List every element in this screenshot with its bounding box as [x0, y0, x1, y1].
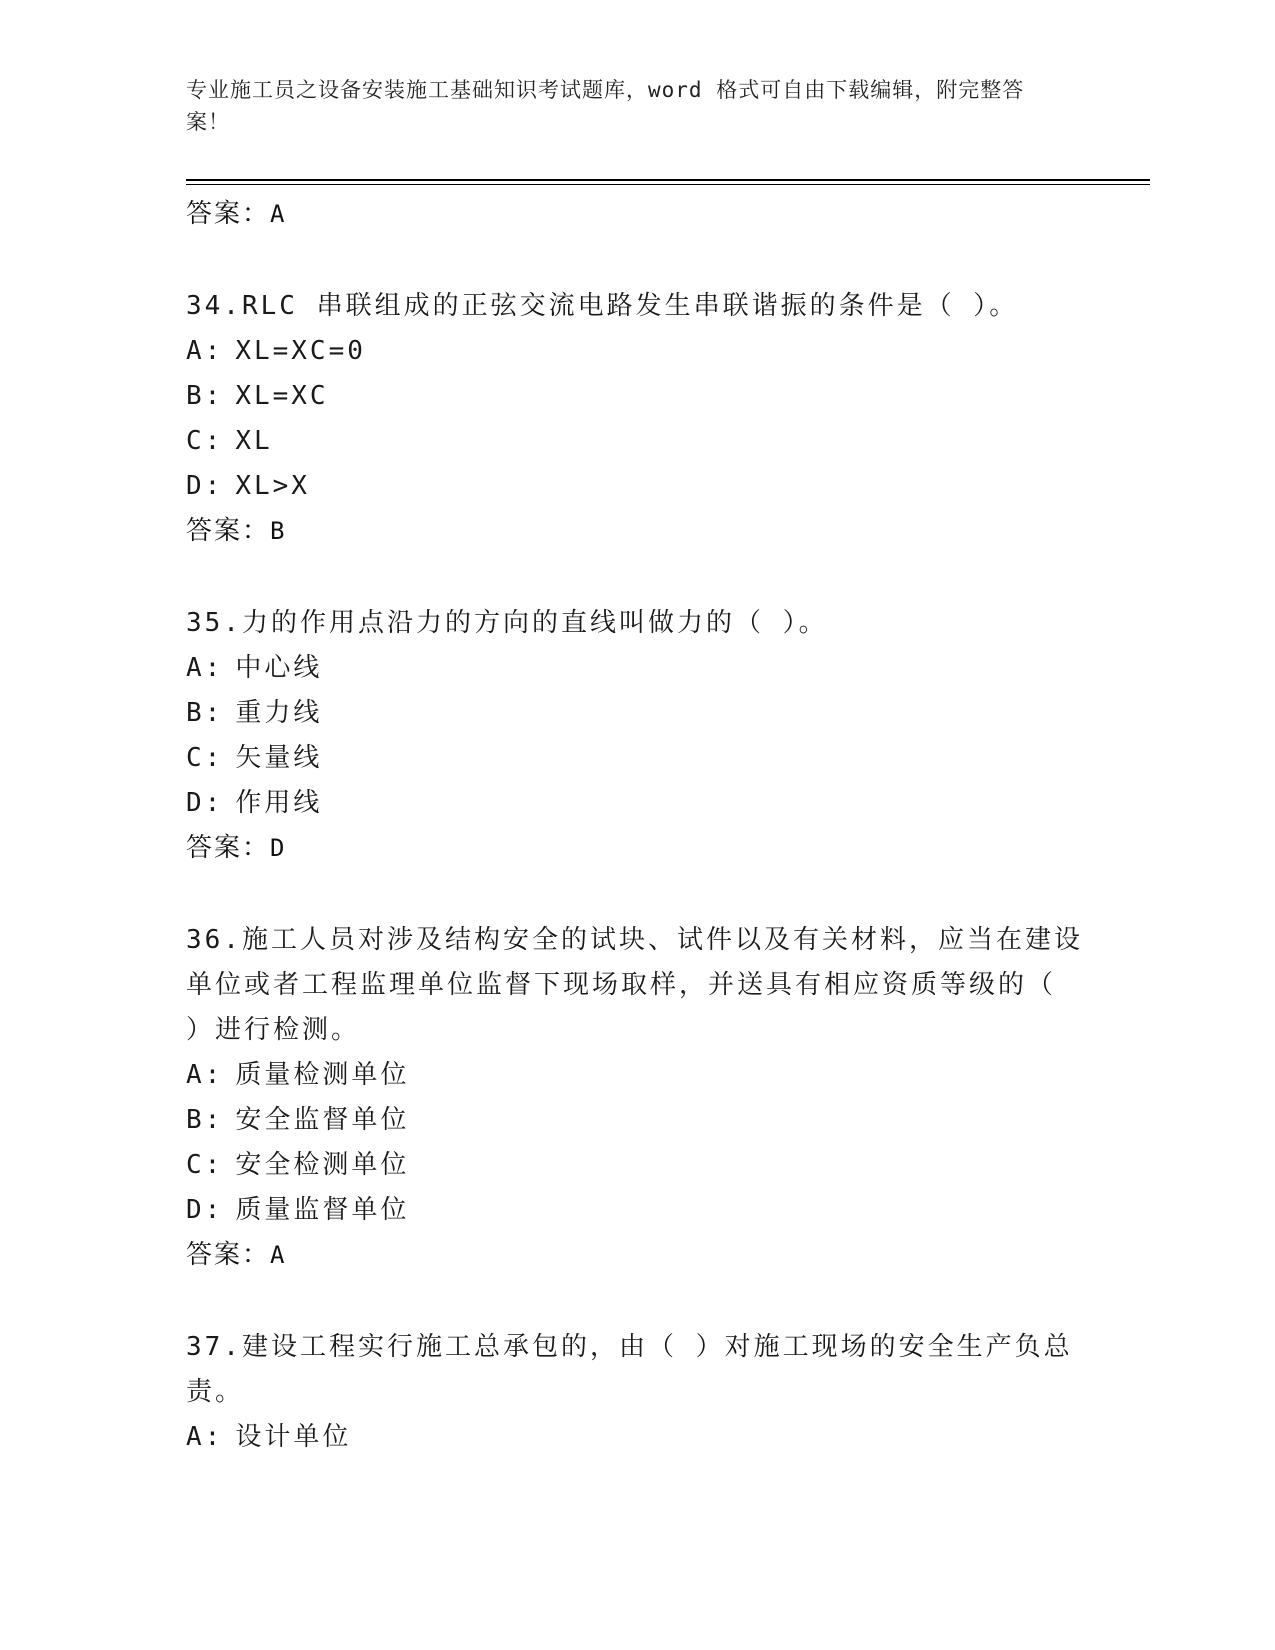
option-separator: :	[204, 1150, 224, 1180]
option-text: 设计单位	[235, 1422, 352, 1452]
option-key: B	[186, 698, 205, 728]
option-separator: :	[204, 698, 224, 728]
option-text: 中心线	[235, 653, 323, 683]
question-stem: 34.RLC 串联组成的正弦交流电路发生串联谐振的条件是（ ）。	[186, 291, 1019, 321]
option-d	[186, 464, 1086, 509]
option-separator: :	[204, 1195, 224, 1225]
option-separator: :	[204, 1105, 224, 1135]
option-text: 质量检测单位	[235, 1060, 410, 1090]
header-rule-thick	[186, 179, 1150, 181]
option-key: A	[186, 1060, 205, 1090]
option-separator: :	[204, 381, 224, 411]
option-key: C	[186, 1150, 205, 1180]
option-key: A	[186, 1422, 205, 1452]
answer-label: 答案：	[186, 516, 271, 546]
option-a	[186, 646, 1086, 691]
option-text: 安全检测单位	[235, 1150, 410, 1180]
option-c	[186, 736, 1086, 781]
answer-line	[186, 1233, 1086, 1277]
question-stem: 36.施工人员对涉及结构安全的试块、试件以及有关材料，应当在建设单位或者工程监理单位监督下现场取样，并送具有相应资质等级的（ ）进行检测。	[186, 925, 1083, 1045]
document-content	[186, 192, 1086, 1460]
option-a	[186, 329, 1086, 374]
option-key: B	[186, 381, 205, 411]
option-text: 作用线	[235, 788, 323, 818]
page-header-text: 专业施工员之设备安装施工基础知识考试题库，word 格式可自由下载编辑，附完整答案！	[186, 78, 1025, 134]
option-c	[186, 1143, 1086, 1188]
option-separator: :	[204, 1060, 224, 1090]
answer-value: B	[270, 517, 287, 545]
question-35	[186, 601, 1086, 870]
option-d	[186, 781, 1086, 826]
option-text: XL	[235, 426, 273, 456]
question-34	[186, 284, 1086, 553]
answer-value: D	[270, 834, 287, 862]
option-key: C	[186, 426, 205, 456]
option-text: XL=XC=0	[235, 336, 366, 366]
option-separator: :	[204, 336, 224, 366]
option-d	[186, 1188, 1086, 1233]
option-separator: :	[204, 653, 224, 683]
option-b	[186, 691, 1086, 736]
option-c	[186, 419, 1086, 464]
answer-label: 答案：	[186, 199, 271, 229]
option-key: A	[186, 336, 205, 366]
option-a	[186, 1053, 1086, 1098]
option-text: 重力线	[235, 698, 323, 728]
question-stem: 35.力的作用点沿力的方向的直线叫做力的（ ）。	[186, 608, 828, 638]
option-b	[186, 374, 1086, 419]
option-separator: :	[204, 426, 224, 456]
option-text: 质量监督单位	[235, 1195, 410, 1225]
option-text: XL=XC	[235, 381, 329, 411]
option-separator: :	[204, 743, 224, 773]
option-b	[186, 1098, 1086, 1143]
answer-label: 答案：	[186, 833, 271, 863]
question-36	[186, 918, 1086, 1277]
option-key: B	[186, 1105, 205, 1135]
option-key: D	[186, 788, 205, 818]
question-stem: 37.建设工程实行施工总承包的，由（ ）对施工现场的安全生产负总责。	[186, 1332, 1073, 1407]
option-separator: :	[204, 471, 224, 501]
answer-value: A	[270, 200, 287, 228]
answer-label: 答案：	[186, 1240, 271, 1270]
option-separator: :	[204, 788, 224, 818]
option-text: 矢量线	[235, 743, 323, 773]
header-rule-thin	[186, 184, 1150, 185]
option-text: XL>X	[235, 471, 310, 501]
answer-line-q33	[186, 192, 1086, 236]
option-key: D	[186, 471, 205, 501]
option-key: C	[186, 743, 205, 773]
option-a	[186, 1415, 1086, 1460]
answer-line	[186, 826, 1086, 870]
option-text: 安全监督单位	[235, 1105, 410, 1135]
option-key: A	[186, 653, 205, 683]
option-key: D	[186, 1195, 205, 1225]
answer-line	[186, 509, 1086, 553]
answer-value: A	[270, 1241, 287, 1269]
option-separator: :	[204, 1422, 224, 1452]
question-37	[186, 1325, 1086, 1460]
